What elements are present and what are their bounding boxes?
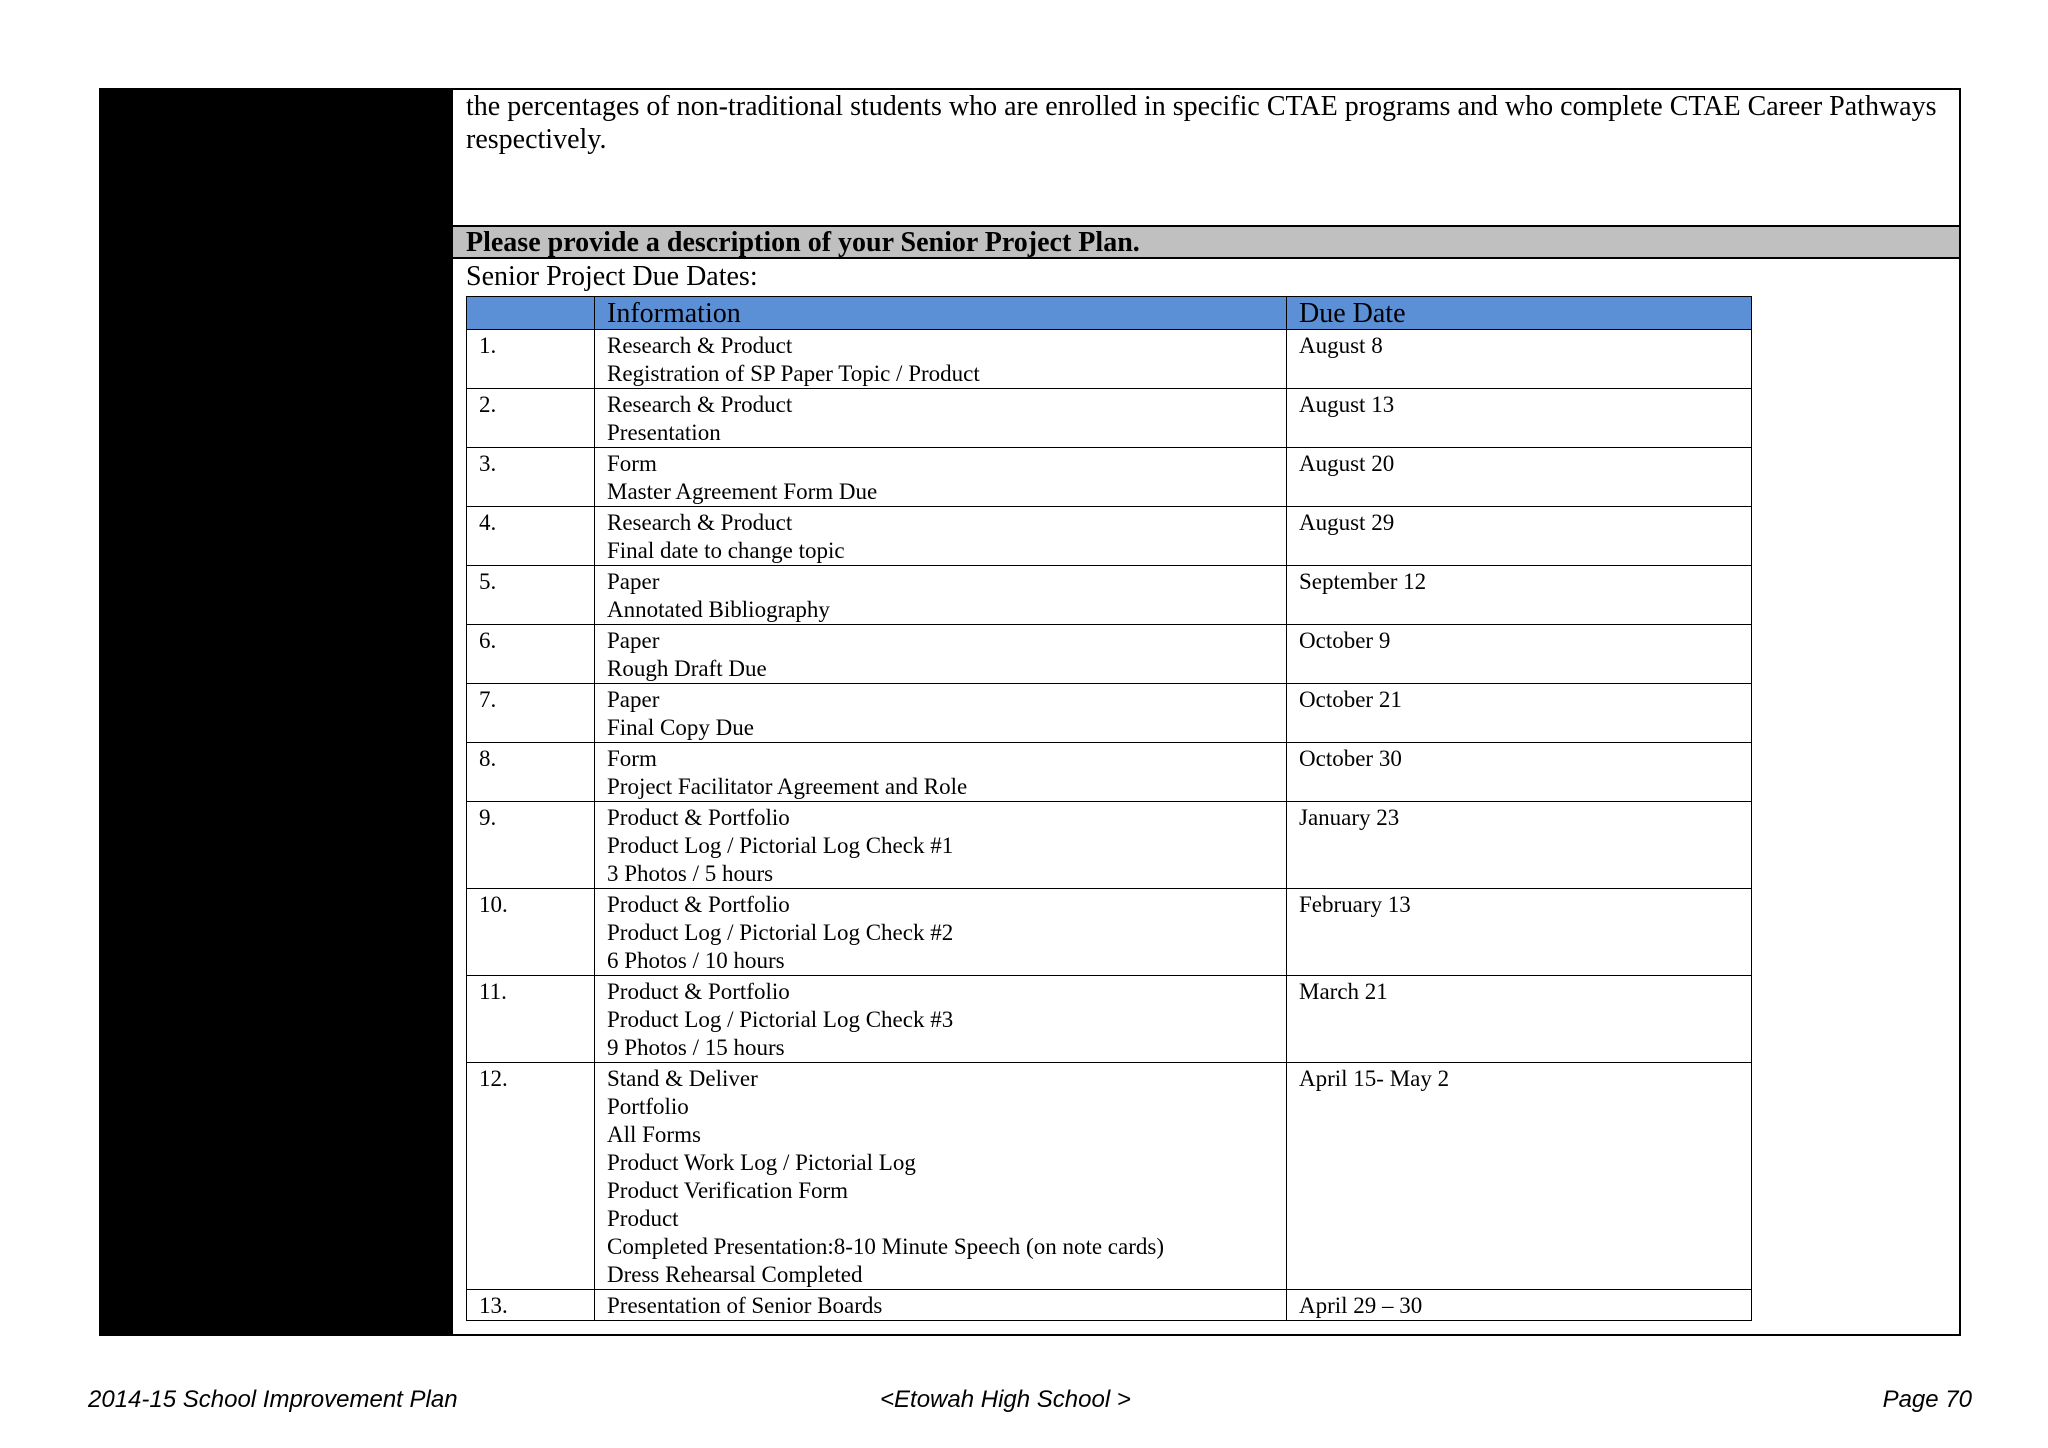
section-heading-bar: [453, 225, 1959, 259]
footer-page-number: Page 70: [1882, 1386, 1972, 1413]
row-number: 2.: [467, 389, 595, 448]
info-line: Research & Product: [607, 333, 793, 358]
row-number: 6.: [467, 625, 595, 684]
info-line: Product Verification Form: [607, 1178, 849, 1203]
table-row: [467, 448, 1752, 507]
footer-plan-title: 2014-15 School Improvement Plan: [88, 1386, 458, 1413]
black-sidebar-column: [101, 90, 453, 1334]
info-line: Portfolio: [607, 1094, 689, 1119]
info-line: Annotated Bibliography: [607, 597, 830, 622]
info-line: Paper: [607, 628, 660, 653]
info-line: Project Facilitator Agreement and Role: [607, 774, 968, 799]
info-line: 9 Photos / 15 hours: [607, 1035, 785, 1060]
table-body: [467, 330, 1752, 1321]
header-number: [467, 297, 595, 330]
row-information: [595, 1063, 1287, 1290]
row-number: 10.: [467, 889, 595, 976]
info-line: All Forms: [607, 1122, 701, 1147]
table-row: [467, 1063, 1752, 1290]
info-line: Research & Product: [607, 392, 793, 417]
table-row: [467, 889, 1752, 976]
row-due-date: October 21: [1287, 684, 1752, 743]
intro-paragraph: the percentages of non-traditional students who are enrolled in specific CTAE programs and who complete CTAE Career Pathways respectively.: [466, 91, 1937, 155]
row-information: [595, 1290, 1287, 1321]
row-due-date: September 12: [1287, 566, 1752, 625]
table-row: [467, 802, 1752, 889]
table-row: [467, 976, 1752, 1063]
header-information: Information: [595, 297, 1287, 330]
row-number: 4.: [467, 507, 595, 566]
row-information: [595, 743, 1287, 802]
info-line: Product & Portfolio: [607, 805, 790, 830]
due-dates-label: Senior Project Due Dates:: [466, 261, 758, 292]
row-due-date: March 21: [1287, 976, 1752, 1063]
table-row: [467, 330, 1752, 389]
info-line: Paper: [607, 687, 660, 712]
table-row: [467, 566, 1752, 625]
row-due-date: October 30: [1287, 743, 1752, 802]
row-due-date: August 29: [1287, 507, 1752, 566]
table-row: [467, 684, 1752, 743]
info-line: Completed Presentation:8-10 Minute Speech (on note cards): [607, 1234, 1164, 1259]
info-line: Product & Portfolio: [607, 892, 790, 917]
info-line: Final Copy Due: [607, 715, 754, 740]
table-row: [467, 389, 1752, 448]
row-information: [595, 802, 1287, 889]
info-line: Product Log / Pictorial Log Check #3: [607, 1007, 954, 1032]
row-information: [595, 566, 1287, 625]
section-heading: Please provide a description of your Senior Project Plan.: [466, 227, 1140, 258]
row-due-date: January 23: [1287, 802, 1752, 889]
info-line: 6 Photos / 10 hours: [607, 948, 785, 973]
row-number: 5.: [467, 566, 595, 625]
info-line: Paper: [607, 569, 660, 594]
info-line: Master Agreement Form Due: [607, 479, 878, 504]
row-number: 3.: [467, 448, 595, 507]
info-line: Form: [607, 451, 657, 476]
info-line: Product Work Log / Pictorial Log: [607, 1150, 916, 1175]
row-information: [595, 976, 1287, 1063]
main-content: [453, 90, 1959, 1334]
table-row: [467, 625, 1752, 684]
row-number: 13.: [467, 1290, 595, 1321]
info-line: Presentation of Senior Boards: [607, 1293, 883, 1318]
row-number: 8.: [467, 743, 595, 802]
row-number: 12.: [467, 1063, 595, 1290]
row-due-date: August 8: [1287, 330, 1752, 389]
info-line: Presentation: [607, 420, 721, 445]
row-number: 1.: [467, 330, 595, 389]
row-information: [595, 389, 1287, 448]
row-due-date: August 13: [1287, 389, 1752, 448]
table-header-row: [467, 297, 1752, 330]
info-line: Form: [607, 746, 657, 771]
info-line: Dress Rehearsal Completed: [607, 1262, 863, 1287]
row-due-date: August 20: [1287, 448, 1752, 507]
info-line: Rough Draft Due: [607, 656, 767, 681]
row-due-date: February 13: [1287, 889, 1752, 976]
info-line: Stand & Deliver: [607, 1066, 758, 1091]
row-information: [595, 330, 1287, 389]
table-row: [467, 743, 1752, 802]
header-due-date: Due Date: [1287, 297, 1752, 330]
row-due-date: April 29 – 30: [1287, 1290, 1752, 1321]
row-number: 7.: [467, 684, 595, 743]
row-due-date: April 15- May 2: [1287, 1063, 1752, 1290]
row-information: [595, 507, 1287, 566]
row-information: [595, 889, 1287, 976]
row-number: 9.: [467, 802, 595, 889]
table-row: [467, 507, 1752, 566]
info-line: Registration of SP Paper Topic / Product: [607, 361, 980, 386]
row-number: 11.: [467, 976, 595, 1063]
info-line: Product Log / Pictorial Log Check #1: [607, 833, 954, 858]
table-row: [467, 1290, 1752, 1321]
row-due-date: October 9: [1287, 625, 1752, 684]
info-line: 3 Photos / 5 hours: [607, 861, 774, 886]
due-dates-table: [466, 296, 1752, 1321]
info-line: Product: [607, 1206, 679, 1231]
info-line: Product & Portfolio: [607, 979, 790, 1004]
footer-school-name: <Etowah High School >: [880, 1386, 1131, 1413]
row-information: [595, 448, 1287, 507]
info-line: Research & Product: [607, 510, 793, 535]
content-frame: [99, 88, 1961, 1336]
row-information: [595, 625, 1287, 684]
info-line: Final date to change topic: [607, 538, 845, 563]
row-information: [595, 684, 1287, 743]
info-line: Product Log / Pictorial Log Check #2: [607, 920, 954, 945]
